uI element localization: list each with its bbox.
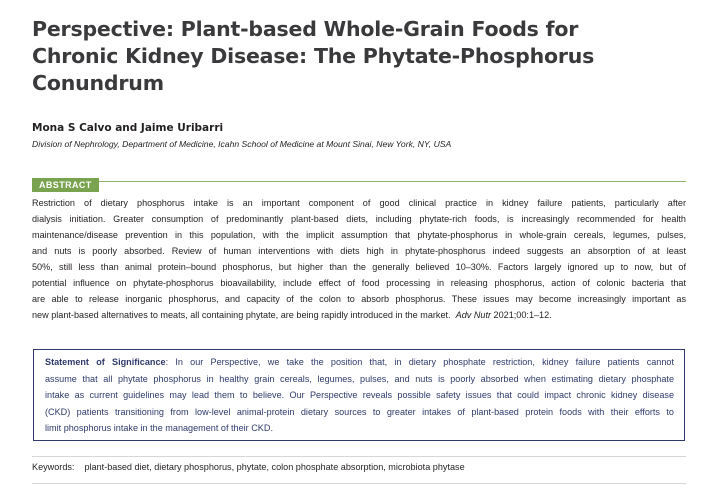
journal-citation: Adv Nutr [455, 310, 492, 320]
significance-line: (CKD) patients transitioning from low-level animal-protein dietary sources to greater intakes of plant-based protein foods with their efforts to [45, 406, 674, 417]
abstract-line: Restriction of dietary phosphorus intake is an important component of good clinical practice in kidney failure patients, particularly after [32, 198, 686, 208]
keywords-label: Keywords: [32, 462, 75, 472]
significance-line: assume that all phytate phosphorus in healthy grain cereals, legumes, pulses, and nuts is poorly absorbed when estimating dietary phosphate [45, 373, 674, 384]
significance-line: limit phosphorus intake in the management of their CKD. [45, 423, 273, 433]
significance-first-line [45, 354, 674, 371]
abstract-label: ABSTRACT [32, 178, 99, 192]
abstract-body [32, 195, 686, 323]
title-line: Perspective: Plant-based Whole-Grain Foods for [32, 17, 579, 41]
keywords-bottom-rule [32, 483, 686, 484]
abstract-line: and nuts is poorly absorbed. Review of human interventions with diets high in phytate-phosphorus indeed suggests an absorption of at least [32, 246, 686, 256]
title-line: Chronic Kidney Disease: The Phytate-Phosphorus [32, 44, 595, 68]
article-title [32, 16, 692, 97]
keywords-top-rule [32, 456, 686, 457]
abstract-line: 50%, still less than animal protein–bound phosphorus, but higher than the generally believed 10–30%. Factors largely ignored up to now, but of [32, 262, 686, 272]
abstract-line: maintenance/disease prevention in this population, with the implicit assumption that phytate-phosphorus in whole-grain cereals, legumes, pulses, [32, 230, 686, 240]
significance-box [33, 349, 685, 441]
author-list: Mona S Calvo and Jaime Uribarri [32, 122, 224, 134]
significance-line: intake as current guidelines may lead them to believe. Our Perspective reveals possible safety issues that could impact chronic kidney disease [45, 390, 674, 400]
abstract-line: are able to release inorganic phosphorus, and capacity of the colon to absorb phosphorus. These issues may become increasingly important as [32, 294, 686, 304]
keywords [32, 462, 465, 472]
abstract-last-line [32, 307, 686, 323]
keywords-value: plant-based diet, dietary phosphorus, phytate, colon phosphate absorption, microbiota phytase [84, 462, 465, 472]
author-affiliation: Division of Nephrology, Department of Medicine, Icahn School of Medicine at Mount Sinai, New York, NY, USA [32, 139, 452, 149]
significance-heading: Statement of Significance [45, 357, 166, 367]
significance-text: : In our Perspective, we take the position that, in dietary phosphate restriction, kidney failure patients cannot [165, 357, 674, 367]
abstract-line: potential influence on phytate-phosphorus bioavailability, include effect of food processing in releasing phosphorus, action of colonic bacteria that [32, 278, 686, 288]
abstract-line: new plant-based alternatives to meats, all containing phytate, are being rapidly introduced in the market. [32, 310, 451, 320]
abstract-line: dialysis initiation. Greater consumption of predominantly plant-based diets, including phytate-rich foods, is increasingly recommended for health [32, 214, 686, 224]
title-line: Conundrum [32, 71, 164, 95]
citation-details: 2021;00:1–12. [493, 310, 552, 320]
abstract-divider [32, 181, 686, 182]
